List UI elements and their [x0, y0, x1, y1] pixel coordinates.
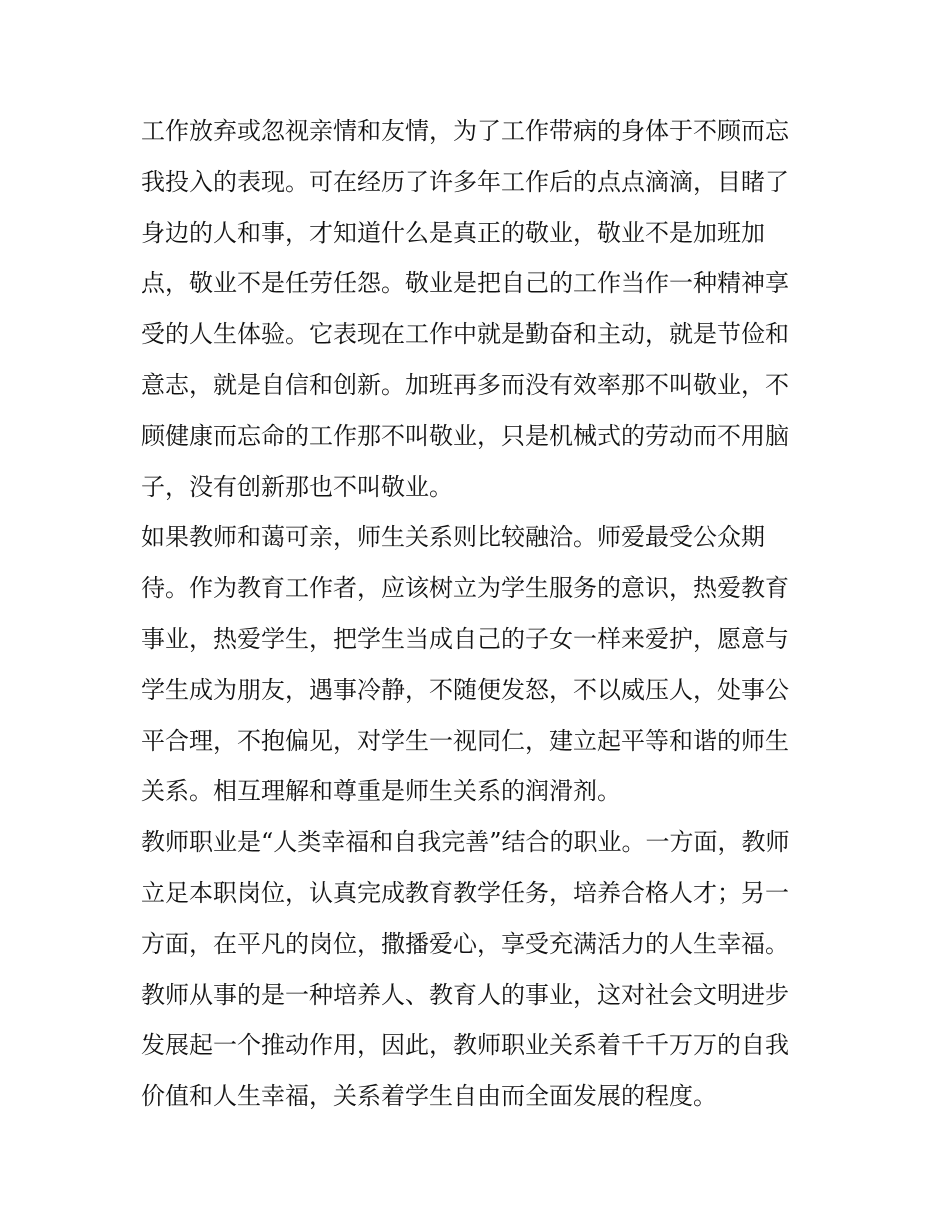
text-line: 平合理，不抱偏见，对学生一视同仁，建立起平等和谐的师生	[141, 726, 789, 755]
text-line: 受的人生体验。它表现在工作中就是勤奋和主动，就是节俭和	[141, 320, 789, 349]
text-line: 学生成为朋友，遇事冷静，不随便发怒，不以威压人，处事公	[141, 675, 789, 704]
text-line: 发展起一个推动作用，因此，教师职业关系着千千万万的自我	[141, 1031, 789, 1060]
text-line: 方面，在平凡的岗位，撒播爱心，享受充满活力的人生幸福。	[141, 929, 789, 958]
text-line: 立足本职岗位，认真完成教育教学任务，培养合格人才；另一	[141, 878, 789, 907]
text-line: 我投入的表现。可在经历了许多年工作后的点点滴滴，目睹了	[141, 167, 789, 196]
text-line: 子，没有创新那也不叫敬业。	[141, 472, 453, 501]
text-line: 工作放弃或忽视亲情和友情，为了工作带病的身体于不顾而忘	[141, 117, 789, 145]
text-line: 点，敬业不是任劳任怨。敬业是把自己的工作当作一种精神享	[141, 269, 789, 298]
text-line: 教师从事的是一种培养人、教育人的事业，这对社会文明进步	[141, 980, 789, 1009]
text-line: 事业，热爱学生，把学生当成自己的子女一样来爱护，愿意与	[141, 624, 789, 653]
text-line: 价值和人生幸福，关系着学生自由而全面发展的程度。	[141, 1082, 717, 1111]
text-line: 关系。相互理解和尊重是师生关系的润滑剂。	[141, 777, 621, 806]
text-line: 如果教师和蔼可亲，师生关系则比较融洽。师爱最受公众期	[141, 523, 765, 552]
text-line: 顾健康而忘命的工作那不叫敬业，只是机械式的劳动而不用脑	[141, 421, 789, 450]
text-line: 意志，就是自信和创新。加班再多而没有效率那不叫敬业，不	[141, 370, 789, 399]
text-line: 身边的人和事，才知道什么是真正的敬业，敬业不是加班加	[141, 218, 765, 247]
text-line: 教师职业是“人类幸福和自我完善”结合的职业。一方面，教师	[141, 828, 790, 857]
body-text	[141, 106, 821, 1122]
text-line: 待。作为教育工作者，应该树立为学生服务的意识，热爱教育	[141, 574, 789, 603]
